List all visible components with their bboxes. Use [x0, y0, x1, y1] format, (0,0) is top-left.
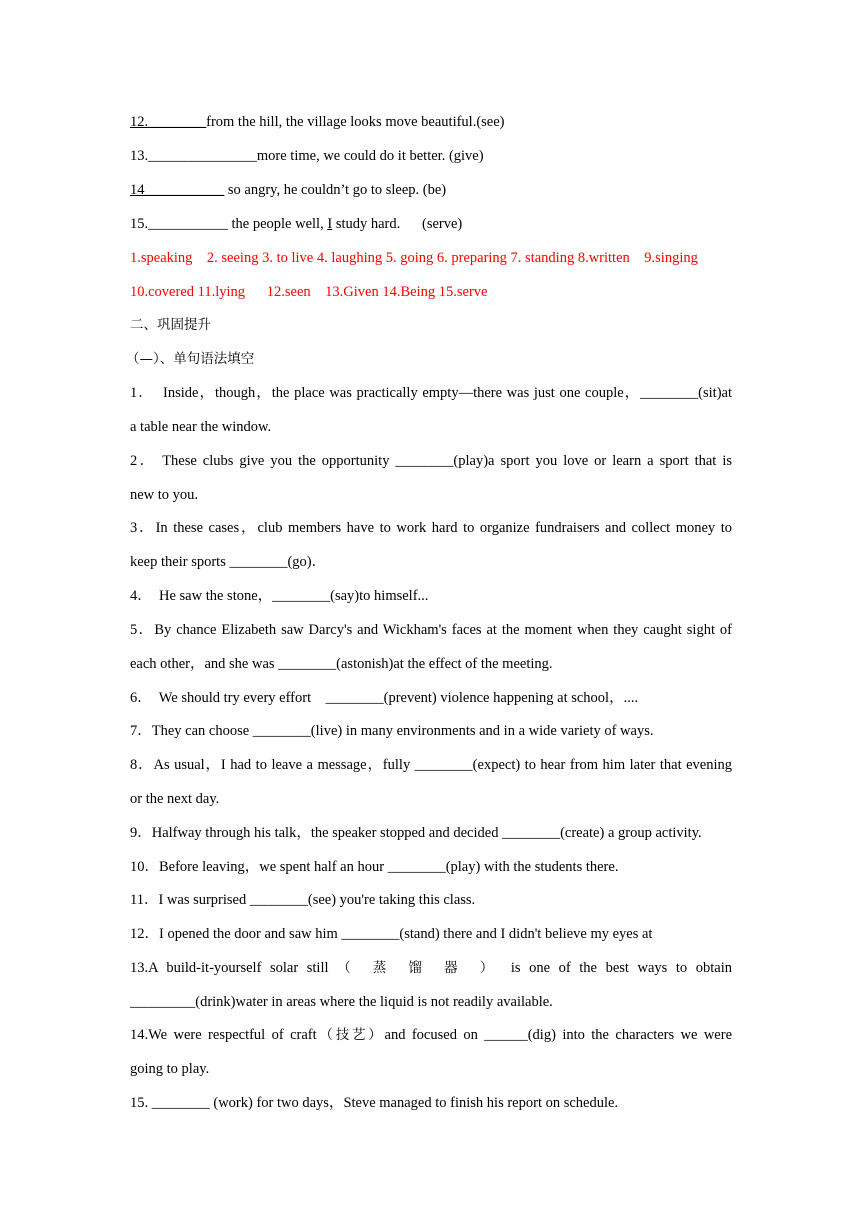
question-15: 15. ________ (work) for two days，Steve managed to finish his report on schedule. [130, 1095, 619, 1111]
section-heading: 二、巩固提升 [130, 317, 211, 333]
review-item-15-pre: 15.___________ the people well, [130, 216, 328, 232]
review-item-12-number: 12. [130, 114, 149, 130]
answer-key-line-2: 10.covered 11.lying 12.seen 13.Given 14.Being 15.serve [130, 284, 488, 300]
question-14-pre: 14.We were respectful of craft [130, 1027, 317, 1043]
question-14-chinese: （技艺） [316, 1027, 385, 1043]
question-3-line-1: 3．In these cases，club members have to work hard to organize fundraisers and collect money to [130, 520, 732, 536]
answer-key-line-1: 1.speaking 2. seeing 3. to live 4. laughing 5. going 6. preparing 7. standing 8.written 9.singing [130, 250, 698, 266]
question-14-line-2: going to play. [130, 1061, 210, 1077]
question-13-post: is one of the best ways to obtain [502, 960, 732, 976]
question-8-line-2: or the next day. [130, 791, 220, 807]
question-2-line-1: 2． These clubs give you the opportunity ________(play)a sport you love or learn a sport that is [130, 453, 732, 469]
review-item-12-blank: ________ [148, 114, 207, 130]
question-7: 7．They can choose ________(live) in many environments and in a wide variety of ways. [130, 723, 654, 739]
review-item-15-pronoun: I [327, 216, 333, 232]
question-13-line-1 [130, 958, 732, 978]
review-item-14-number: 14 [130, 182, 145, 198]
question-12: 12．I opened the door and saw him ________(stand) there and I didn't believe my eyes at [130, 926, 653, 942]
section-subheading: （—）、单句语法填空 [126, 351, 255, 367]
question-5-line-2: each other，and she was ________(astonish)at the effect of the meeting. [130, 656, 553, 672]
question-1-line-2: a table near the window. [130, 419, 272, 435]
question-3-line-2: keep their sports ________(go)． [130, 554, 327, 570]
question-11: 11．I was surprised ________(see) you're taking this class. [130, 892, 476, 908]
review-item-13: 13._______________more time, we could do it better. (give) [130, 148, 484, 164]
question-8-line-1: 8．As usual，I had to leave a message，fully ________(expect) to hear from him later that evening [130, 757, 732, 773]
question-5-line-1: 5．By chance Elizabeth saw Darcy's and Wickham's faces at the moment when they caught sight of [130, 622, 732, 638]
question-9: 9．Halfway through his talk，the speaker stopped and decided ________(create) a group activity. [130, 825, 702, 841]
question-4: 4． He saw the stone，________(say)to himself... [130, 588, 429, 604]
question-10: 10．Before leaving，we spent half an hour ________(play) with the students there. [130, 859, 619, 875]
question-1-line-1: 1． Inside，though，the place was practically empty—there was just one couple，________(sit)at [130, 385, 732, 401]
review-item-12 [130, 112, 505, 132]
question-2-line-2: new to you. [130, 487, 199, 503]
question-6: 6． We should try every effort ________(prevent) violence happening at school，.... [130, 690, 639, 706]
question-14-post: and focused on ______(dig) into the characters we were [384, 1027, 733, 1043]
question-14-line-1 [130, 1025, 732, 1045]
review-item-12-text: from the hill, the village looks move beautiful.(see) [206, 114, 505, 130]
question-13-chinese: （ 蒸 馏 器 ） [337, 960, 503, 976]
review-item-14-text: so angry, he couldn’t go to sleep. (be) [224, 182, 447, 198]
question-13-line-2: _________(drink)water in areas where the liquid is not readily available. [130, 994, 553, 1010]
review-item-15 [130, 214, 462, 234]
review-item-14-blank: ___________ [144, 182, 225, 198]
review-item-15-post: study hard. (serve) [332, 216, 463, 232]
question-13-pre: 13.A build-it-yourself solar still [130, 960, 338, 976]
review-item-14 [130, 180, 446, 200]
